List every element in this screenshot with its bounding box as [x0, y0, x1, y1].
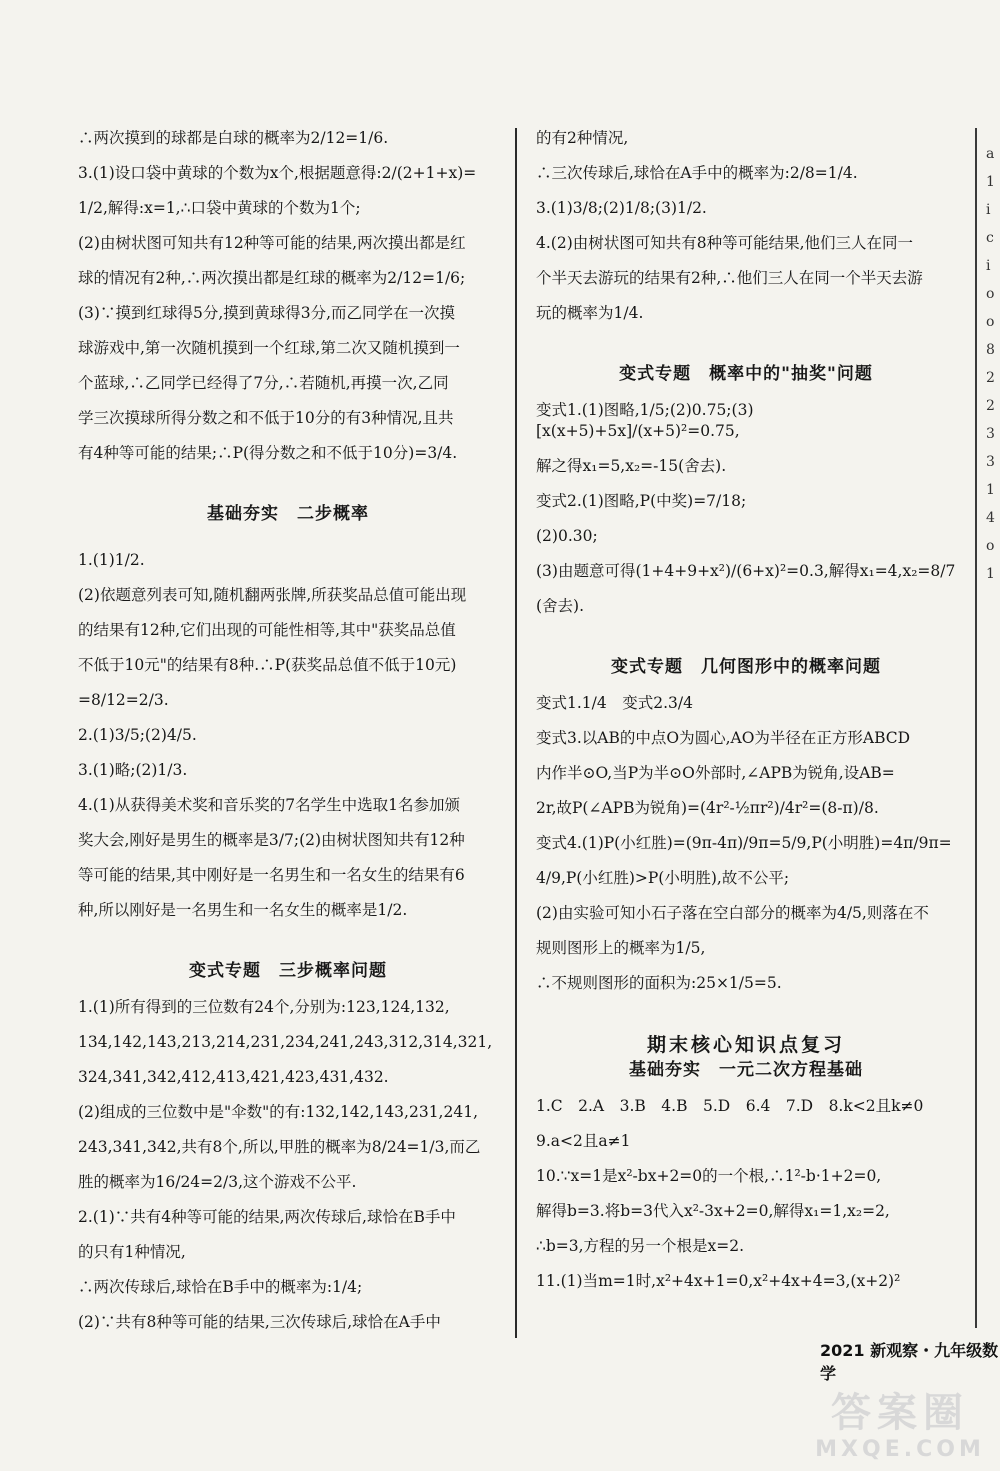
text-line: 球游戏中,第一次随机摸到一个红球,第二次又随机摸到一: [78, 339, 460, 357]
text-line: 解之得x₁=5,x₂=-15(舍去).: [536, 457, 727, 475]
text-line: 2.(1)3/5;(2)4/5.: [78, 726, 197, 744]
text-line: 变式3.以AB的中点O为圆心,AO为半径在正方形ABCD: [536, 729, 911, 747]
text-line: 玩的概率为1/4.: [536, 304, 644, 322]
text-line: (2)∵共有8种等可能的结果,三次传球后,球恰在A手中: [78, 1313, 441, 1331]
left-column: [78, 128, 498, 1347]
text-line: 10.∵x=1是x²-bx+2=0的一个根,∴1²-b·1+2=0,: [536, 1167, 882, 1185]
text-line: 1.(1)1/2.: [78, 551, 145, 569]
right-block-d: [536, 1096, 956, 1292]
text-line: (2)组成的三位数中是"伞数"的有:132,142,143,231,241,: [78, 1103, 478, 1121]
text-line: 有4种等可能的结果;∴P(得分数之和不低于10分)=3/4.: [78, 444, 458, 462]
column-divider: [515, 128, 517, 1338]
text-line: 奖大会,刚好是男生的概率是3/7;(2)由树状图知共有12种: [78, 831, 465, 849]
left-block-b: [78, 550, 498, 921]
watermark-sub-text: MXQE.COM: [815, 1436, 985, 1462]
text-line: 变式1.(1)图略,1/5;(2)0.75;(3)[x(x+5)+5x]/(x+5)²=0.75,: [536, 401, 754, 440]
text-line: 324,341,342,412,413,421,423,431,432.: [78, 1068, 389, 1086]
text-line: (2)由树状图可知共有12种等可能的结果,两次摸出都是红: [78, 234, 466, 252]
right-column: [536, 128, 956, 1306]
text-line: 内作半⊙O,当P为半⊙O外部时,∠APB为锐角,设AB=: [536, 764, 895, 782]
text-line: 解得b=3.将b=3代入x²-3x+2=0,解得x₁=1,x₂=2,: [536, 1202, 890, 1220]
text-line: 4/9,P(小红胜)>P(小明胜),故不公平;: [536, 869, 790, 887]
text-line: ∴两次摸到的球都是白球的概率为2/12=1/6.: [78, 129, 389, 147]
text-line: 3.(1)略;(2)1/3.: [78, 761, 188, 779]
text-line: 2r,故P(∠APB为锐角)=(4r²-½πr²)/4r²=(8-π)/8.: [536, 799, 879, 817]
text-line: 1.C 2.A 3.B 4.B 5.D 6.4 7.D 8.k<2且k≠0: [536, 1097, 924, 1115]
text-line: 3.(1)设口袋中黄球的个数为x个,根据题意得:2/(2+1+x)=: [78, 164, 477, 182]
text-line: 11.(1)当m=1时,x²+4x+1=0,x²+4x+4=3,(x+2)²: [536, 1272, 901, 1290]
right-block-c: [536, 693, 956, 994]
left-block-a: [78, 128, 498, 464]
text-line: (3)∵摸到红球得5分,摸到黄球得3分,而乙同学在一次摸: [78, 304, 456, 322]
text-line: 4.(1)从获得美术奖和音乐奖的7名学生中选取1名参加颁: [78, 796, 460, 814]
text-line: 134,142,143,213,214,231,234,241,243,312,314,321,: [78, 1033, 493, 1051]
text-line: ∴b=3,方程的另一个根是x=2.: [536, 1237, 745, 1255]
watermark-logo: [800, 1380, 1000, 1471]
text-line: 的有2种情况,: [536, 129, 629, 147]
text-line: (2)0.30;: [536, 527, 598, 545]
text-line: ∴两次传球后,球恰在B手中的概率为:1/4;: [78, 1278, 363, 1296]
text-line: 胜的概率为16/24=2/3,这个游戏不公平.: [78, 1173, 357, 1191]
right-edge-divider: [975, 128, 977, 1328]
text-line: 球的情况有2种,∴两次摸出都是红球的概率为2/12=1/6;: [78, 269, 466, 287]
text-line: 2.(1)∵共有4种等可能的结果,两次传球后,球恰在B手中: [78, 1208, 456, 1226]
section-heading: 基础夯实 二步概率: [207, 504, 369, 524]
adjacent-page-edge-text: a 1 i c i o o 8 2 2 3 3 1 4 o 1: [986, 146, 995, 582]
section-heading: 变式专题 三步概率问题: [189, 961, 387, 981]
text-line: (2)依题意列表可知,随机翻两张牌,所获奖品总值可能出现: [78, 586, 467, 604]
text-line: 1/2,解得:x=1,∴口袋中黄球的个数为1个;: [78, 199, 361, 217]
text-line: 个蓝球,∴乙同学已经得了7分,∴若随机,再摸一次,乙同: [78, 374, 449, 392]
right-block-a: [536, 128, 956, 324]
text-line: 变式1.1/4 变式2.3/4: [536, 694, 693, 712]
text-line: (舍去).: [536, 597, 585, 615]
chapter-heading: 期末核心知识点复习: [646, 1034, 845, 1056]
text-line: 学三次摸球所得分数之和不低于10分的有3种情况,且共: [78, 409, 454, 427]
text-line: 种,所以刚好是一名男生和一名女生的概率是1/2.: [78, 901, 408, 919]
page-footer: 2021 新观察・九年级数学: [820, 1341, 999, 1383]
text-line: ∴不规则图形的面积为:25×1/5=5.: [536, 974, 782, 992]
section-heading: 变式专题 概率中的"抽奖"问题: [619, 364, 873, 384]
right-block-b: [536, 400, 956, 617]
text-line: 变式2.(1)图略,P(中奖)=7/18;: [536, 492, 747, 510]
text-line: 的结果有12种,它们出现的可能性相等,其中"获奖品总值: [78, 621, 456, 639]
watermark-main-text: 答案圈: [831, 1389, 969, 1436]
text-line: 不低于10元"的结果有8种.∴P(获奖品总值不低于10元): [78, 656, 457, 674]
text-line: 规则图形上的概率为1/5,: [536, 939, 706, 957]
text-line: 3.(1)3/8;(2)1/8;(3)1/2.: [536, 199, 707, 217]
text-line: 4.(2)由树状图可知共有8种等可能结果,他们三人在同一: [536, 234, 914, 252]
text-line: 变式4.(1)P(小红胜)=(9π-4π)/9π=5/9,P(小明胜)=4π/9π=: [536, 834, 952, 852]
text-line: 的只有1种情况,: [78, 1243, 186, 1261]
text-line: ∴三次传球后,球恰在A手中的概率为:2/8=1/4.: [536, 164, 858, 182]
left-block-c: [78, 997, 498, 1333]
text-line: 1.(1)所有得到的三位数有24个,分别为:123,124,132,: [78, 998, 450, 1016]
text-line: 个半天去游玩的结果有2种,∴他们三人在同一个半天去游: [536, 269, 923, 287]
text-line: 9.a<2且a≠1: [536, 1132, 631, 1150]
text-line: (2)由实验可知小石子落在空白部分的概率为4/5,则落在不: [536, 904, 929, 922]
text-line: 等可能的结果,其中刚好是一名男生和一名女生的结果有6: [78, 866, 465, 884]
text-line: 243,341,342,共有8个,所以,甲胜的概率为8/24=1/3,而乙: [78, 1138, 481, 1156]
section-heading: 变式专题 几何图形中的概率问题: [611, 657, 881, 677]
text-line: =8/12=2/3.: [78, 691, 169, 709]
text-line: (3)由题意可得(1+4+9+x²)/(6+x)²=0.3,解得x₁=4,x₂=8/7: [536, 562, 956, 580]
section-heading: 基础夯实 一元二次方程基础: [629, 1060, 863, 1080]
